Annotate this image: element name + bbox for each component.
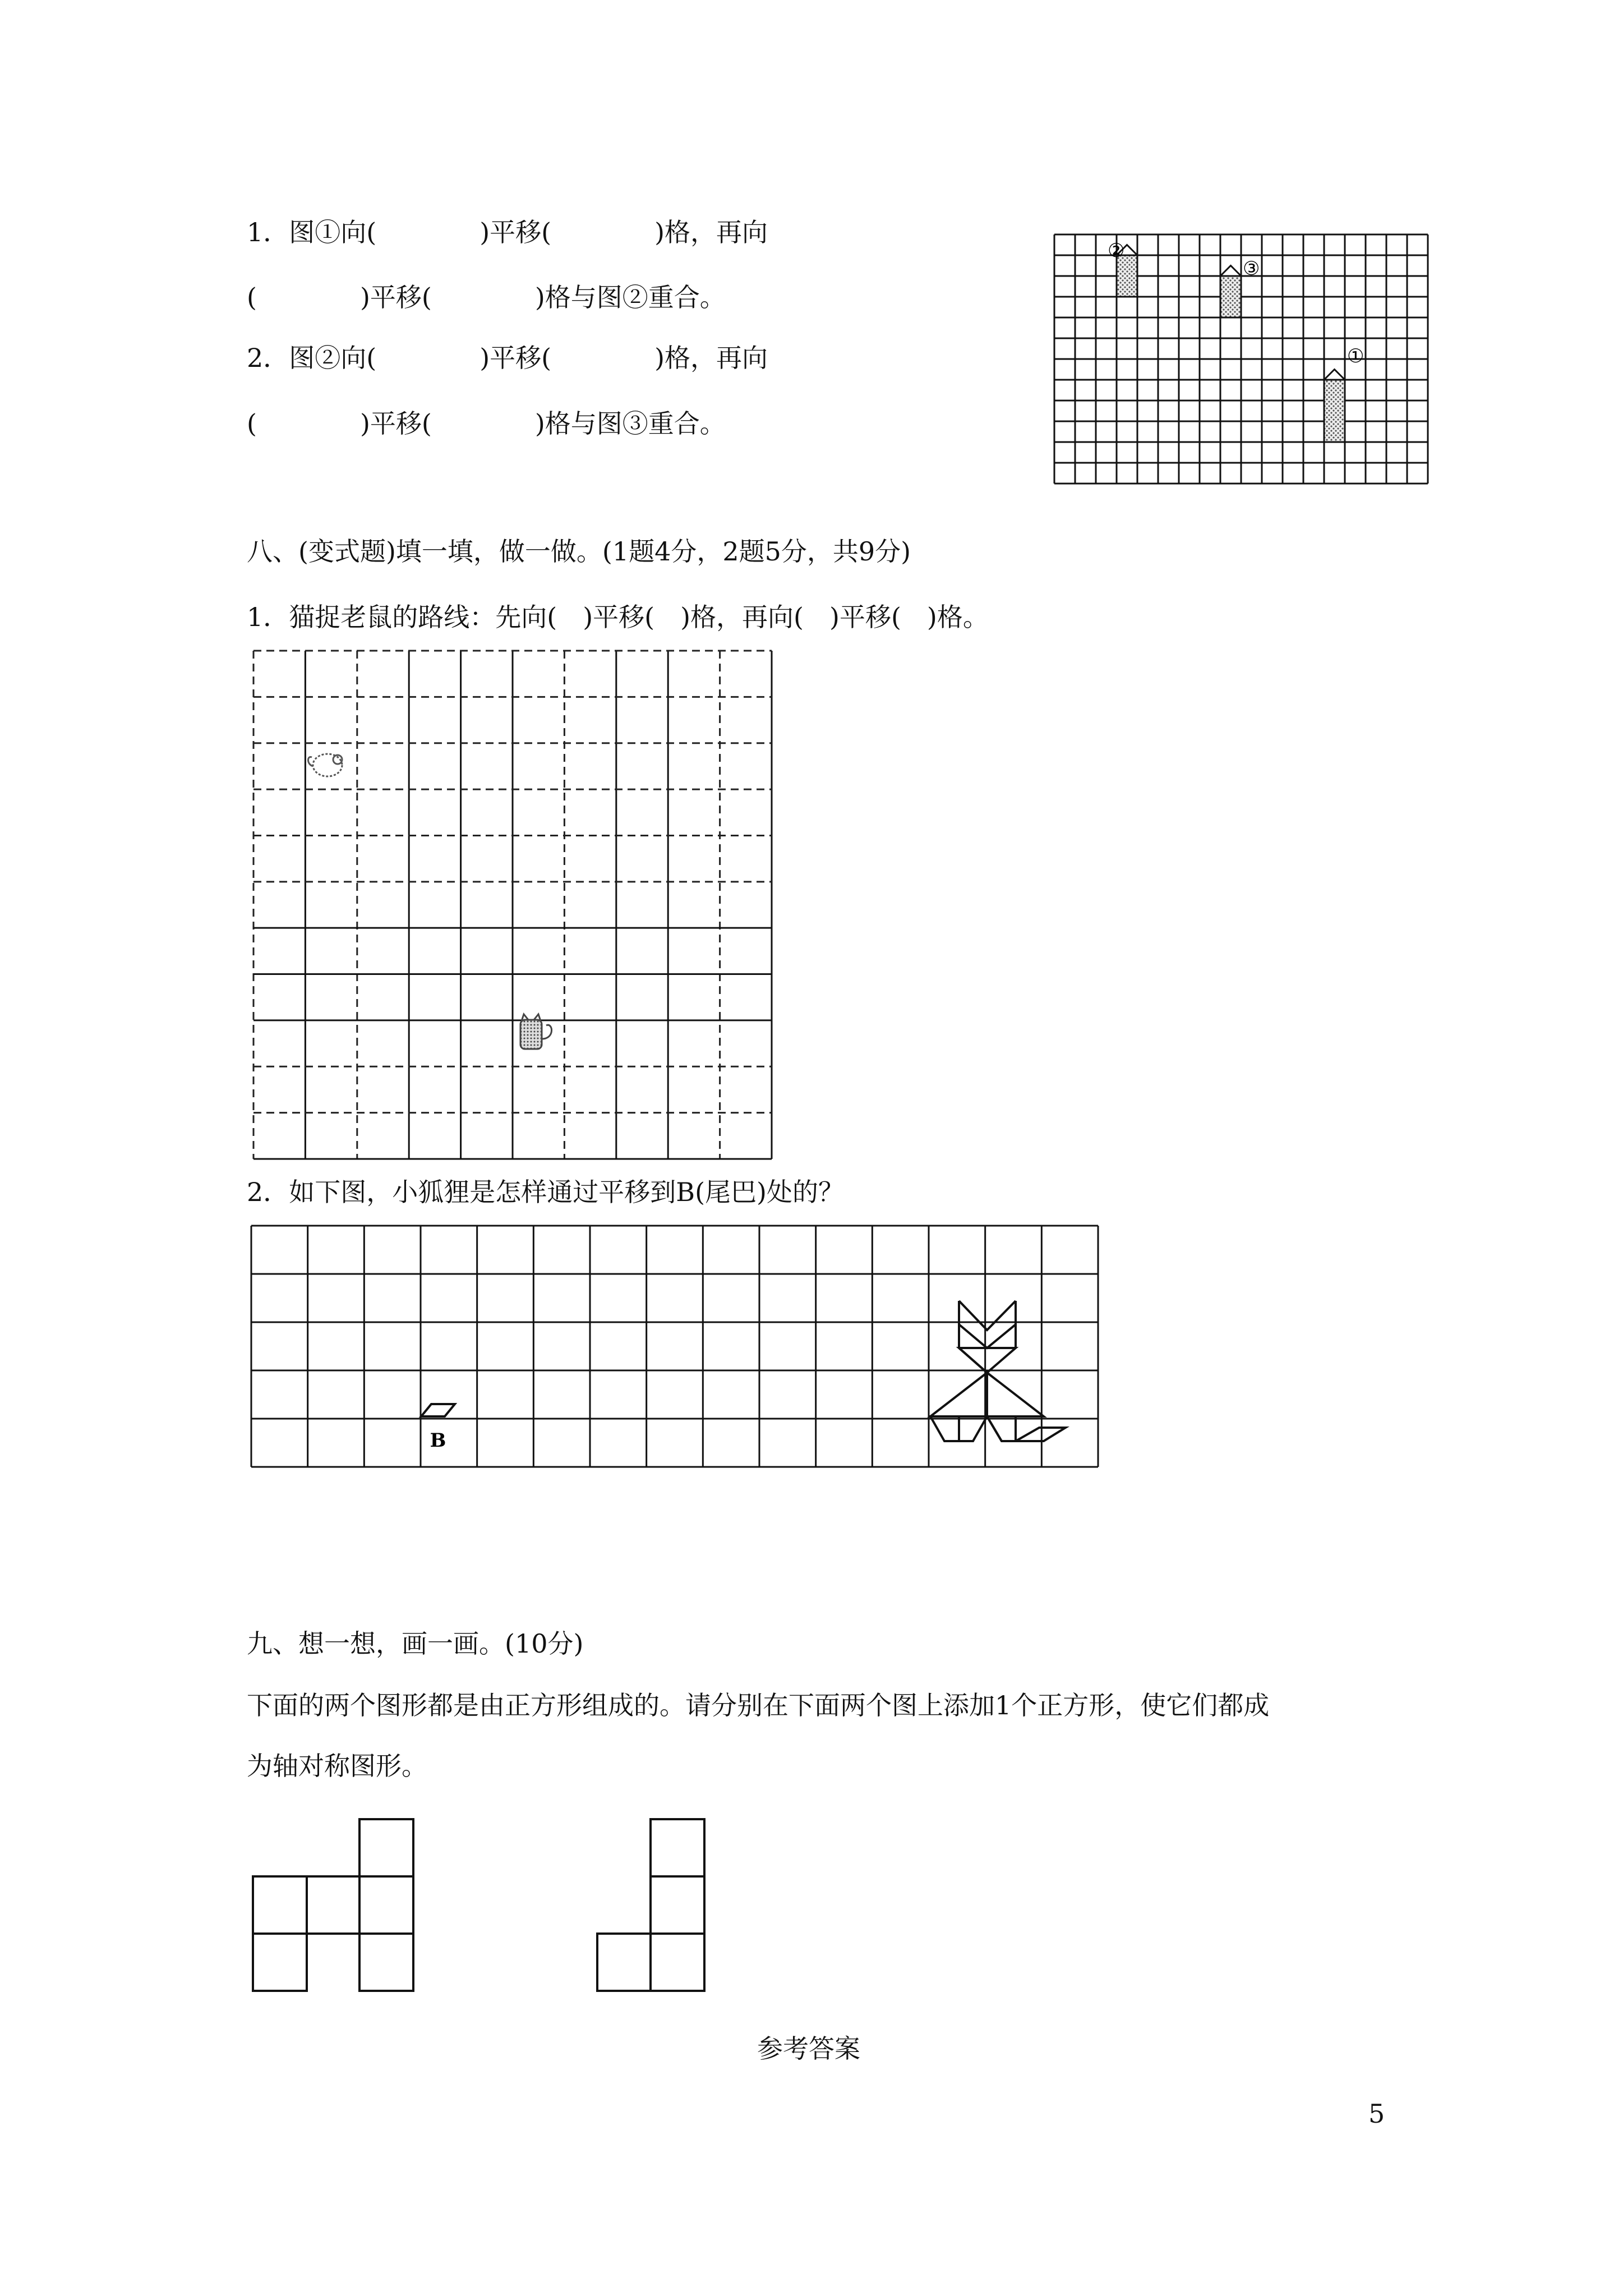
question-7-2-line-1: 2．图②向( )平移( )格，再向 (247, 343, 768, 373)
question-7-1-line-1: 1．图①向( )平移( )格，再向 (247, 217, 768, 247)
cat-mouse-grid (253, 651, 773, 1160)
answer-heading: 参考答案 (757, 2033, 860, 2064)
question-7-2-line-2: ( )平移( )格与图③重合。 (247, 408, 726, 439)
label-fig-2: ② (1108, 240, 1125, 262)
cat-icon (520, 1014, 552, 1049)
square-figure-1 (251, 1818, 414, 1997)
question-8-2: 2．如下图，小狐狸是怎样通过平移到B(尾巴)处的？ (247, 1177, 844, 1207)
arrow-figure-1 (1324, 370, 1345, 443)
translation-grid-figure (1054, 234, 1428, 485)
question-8-1: 1．猫捉老鼠的路线：先向( )平移( )格，再向( )平移( )格。 (247, 602, 989, 632)
fox-grid-lines (251, 1226, 1098, 1467)
question-7-1-line-2: ( )平移( )格与图②重合。 (247, 282, 726, 312)
mouse-icon (308, 754, 343, 776)
arrow-figure-3 (1220, 266, 1241, 318)
square-figure-2 (596, 1818, 708, 1997)
fox-grid (251, 1226, 1099, 1473)
section-9-heading: 九、想一想，画一画。(10分) (247, 1628, 584, 1659)
section-9-text-line-2: 为轴对称图形。 (247, 1751, 427, 1781)
b-label: B (430, 1429, 446, 1452)
label-fig-1: ① (1347, 345, 1364, 367)
page-number: 5 (1368, 2099, 1385, 2129)
translation-grid-lines (1054, 234, 1428, 484)
label-fig-3: ③ (1243, 257, 1260, 280)
cat-mouse-grid-lines (253, 651, 772, 1159)
section-8-heading: 八、(变式题)填一填，做一做。(1题4分，2题5分，共9分) (247, 536, 911, 567)
section-9-text-line-1: 下面的两个图形都是由正方形组成的。请分别在下面两个图上添加1个正方形，使它们都成 (247, 1690, 1270, 1720)
tail-b-piece (421, 1404, 455, 1416)
